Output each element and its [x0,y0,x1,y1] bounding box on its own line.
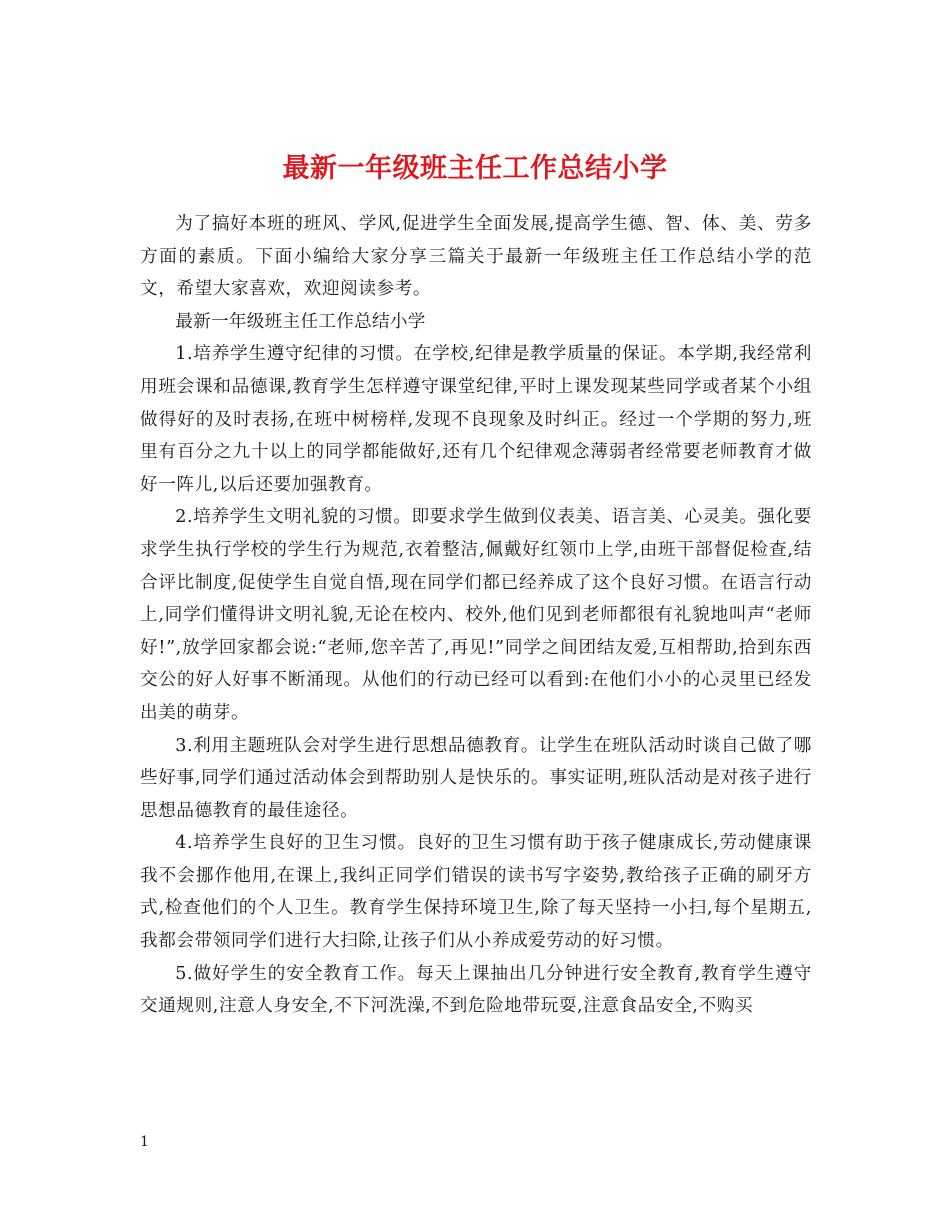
paragraph-item-1: 1.培养学生遵守纪律的习惯。在学校,纪律是教学质量的保证。本学期,我经常利用班会课和品德课,教育学生怎样遵守课堂纪律,平时上课发现某些同学或者某个小组做得好的及时表扬,在班中树榜样,发现不良现象及时纠正。经过一个学期的努力,班里有百分之九十以上的同学都能做好,还有几个纪律观念薄弱者经常要老师教育才做好一阵儿,以后还要加强教育。 [140,344,812,495]
document-body [140,208,812,1023]
paragraph-intro: 为了搞好本班的班风、学风,促进学生全面发展,提高学生德、智、体、美、劳多方面的素质。下面小编给大家分享三篇关于最新一年级班主任工作总结小学的范文，希望大家喜欢，欢迎阅读参考。 [140,214,812,300]
page-number: 1 [140,1134,149,1150]
paragraph-item-3: 3.利用主题班队会对学生进行思想品德教育。让学生在班队活动时谈自己做了哪些好事,同学们通过活动体会到帮助别人是快乐的。事实证明,班队活动是对孩子进行思想品德教育的最佳途径。 [140,735,812,821]
paragraph-item-5: 5.做好学生的安全教育工作。每天上课抽出几分钟进行安全教育,教育学生遵守交通规则,注意人身安全,不下河洗澡,不到危险地带玩耍,注意食品安全,不购买 [140,963,812,1017]
paragraph-item-2: 2.培养学生文明礼貌的习惯。即要求学生做到仪表美、语言美、心灵美。强化要求学生执行学校的学生行为规范,衣着整洁,佩戴好红领巾上学,由班干部督促检查,结合评比制度,促使学生自觉自悟,现在同学们都已经养成了这个良好习惯。在语言行动上,同学们懂得讲文明礼貌,无论在校内、校外,他们见到老师都很有礼貌地叫声“老师好!”,放学回家都会说:“老师,您辛苦了,再见!”同学之间团结友爱,互相帮助,拾到东西交公的好人好事不断涌现。从他们的行动已经可以看到:在他们小小的心灵里已经发出美的萌芽。 [140,507,812,723]
document-title: 最新一年级班主任工作总结小学 [282,153,668,185]
paragraph-subheading: 最新一年级班主任工作总结小学 [175,311,426,332]
paragraph-item-4: 4.培养学生良好的卫生习惯。良好的卫生习惯有助于孩子健康成长,劳动健康课我不会挪作他用,在课上,我纠正同学们错误的读书写字姿势,教给孩子正确的刷牙方式,检查他们的个人卫生。教育学生保持环境卫生,除了每天坚持一小扫,每个星期五,我都会带领同学们进行大扫除,让孩子们从小养成爱劳动的好习惯。 [140,833,812,952]
